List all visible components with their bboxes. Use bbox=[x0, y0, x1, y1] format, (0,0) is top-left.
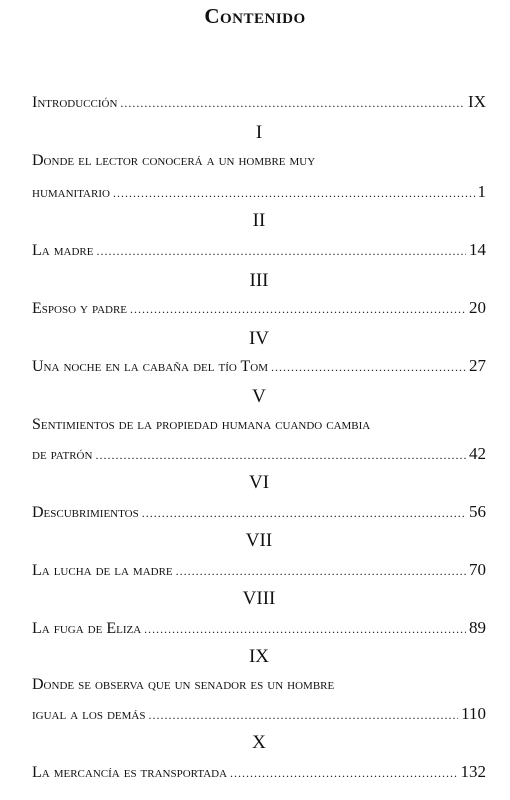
chapter-numeral: VI bbox=[248, 472, 270, 493]
toc-entry-title: La mercancía es transportada bbox=[32, 764, 228, 781]
toc-entry-page: 14 bbox=[469, 240, 486, 259]
toc-entry bbox=[32, 356, 486, 376]
leader-dots bbox=[130, 300, 466, 318]
toc-entry-title-line1: Donde se observa que un senador es un hombre bbox=[32, 676, 335, 693]
toc-entry-title: Esposo y padre bbox=[32, 300, 128, 317]
toc-entry bbox=[32, 704, 486, 724]
leader-dots bbox=[271, 358, 466, 376]
toc-entry-title: de patrón bbox=[32, 446, 93, 463]
toc-entry-page: 42 bbox=[469, 444, 486, 463]
chapter-numeral: VII bbox=[245, 530, 273, 551]
leader-dots bbox=[144, 620, 466, 638]
toc-entry-title: Una noche en la cabaña del tío Tom bbox=[32, 358, 269, 375]
chapter-numeral: I bbox=[255, 122, 263, 143]
leader-dots bbox=[120, 94, 465, 112]
toc-entry bbox=[32, 762, 486, 782]
chapter-numeral: III bbox=[249, 270, 269, 291]
toc-entry-title: La fuga de Eliza bbox=[32, 620, 142, 637]
leader-dots bbox=[148, 706, 458, 724]
toc-entry-page: IX bbox=[468, 92, 486, 111]
chapter-numeral: V bbox=[252, 386, 266, 407]
toc-entry-page: 56 bbox=[469, 502, 486, 521]
toc-entry-page: 132 bbox=[460, 762, 486, 781]
toc-entry-page: 89 bbox=[469, 618, 486, 637]
toc-entry-title: humanitario bbox=[32, 184, 110, 201]
toc-entry bbox=[32, 560, 486, 580]
chapter-numeral: X bbox=[252, 732, 266, 753]
leader-dots bbox=[113, 184, 475, 202]
chapter-numeral: VIII bbox=[242, 588, 276, 609]
leader-dots bbox=[95, 446, 466, 464]
page-title: Contenido bbox=[204, 4, 306, 28]
chapter-numeral: II bbox=[252, 210, 266, 231]
toc-entry bbox=[32, 502, 486, 522]
toc-entry-page: 1 bbox=[477, 182, 486, 201]
leader-dots bbox=[142, 504, 466, 522]
toc-entry-title-line1: Sentimientos de la propiedad humana cuando cambia bbox=[32, 416, 371, 433]
toc-entry-title: Descubrimientos bbox=[32, 504, 139, 521]
toc-entry-title: La madre bbox=[32, 242, 94, 259]
toc-entry-page: 110 bbox=[461, 704, 486, 723]
toc-entry-page: 27 bbox=[469, 356, 486, 375]
toc-entry-title: igual a los demás bbox=[32, 706, 146, 723]
toc-entry bbox=[32, 92, 486, 112]
toc-entry bbox=[32, 444, 486, 464]
chapter-numeral: IX bbox=[248, 646, 270, 667]
toc-entry-title: Introducción bbox=[32, 94, 118, 111]
toc-entry bbox=[32, 240, 486, 260]
toc-entry bbox=[32, 298, 486, 318]
chapter-numeral: IV bbox=[248, 328, 270, 349]
toc-entry-page: 70 bbox=[469, 560, 486, 579]
toc-entry-title: La lucha de la madre bbox=[32, 562, 173, 579]
leader-dots bbox=[176, 562, 466, 580]
toc-entry-page: 20 bbox=[469, 298, 486, 317]
leader-dots bbox=[230, 764, 457, 782]
toc-entry bbox=[32, 182, 486, 202]
leader-dots bbox=[96, 242, 466, 260]
toc-entry-title-line1: Donde el lector conocerá a un hombre muy bbox=[32, 152, 316, 169]
toc-entry bbox=[32, 618, 486, 638]
